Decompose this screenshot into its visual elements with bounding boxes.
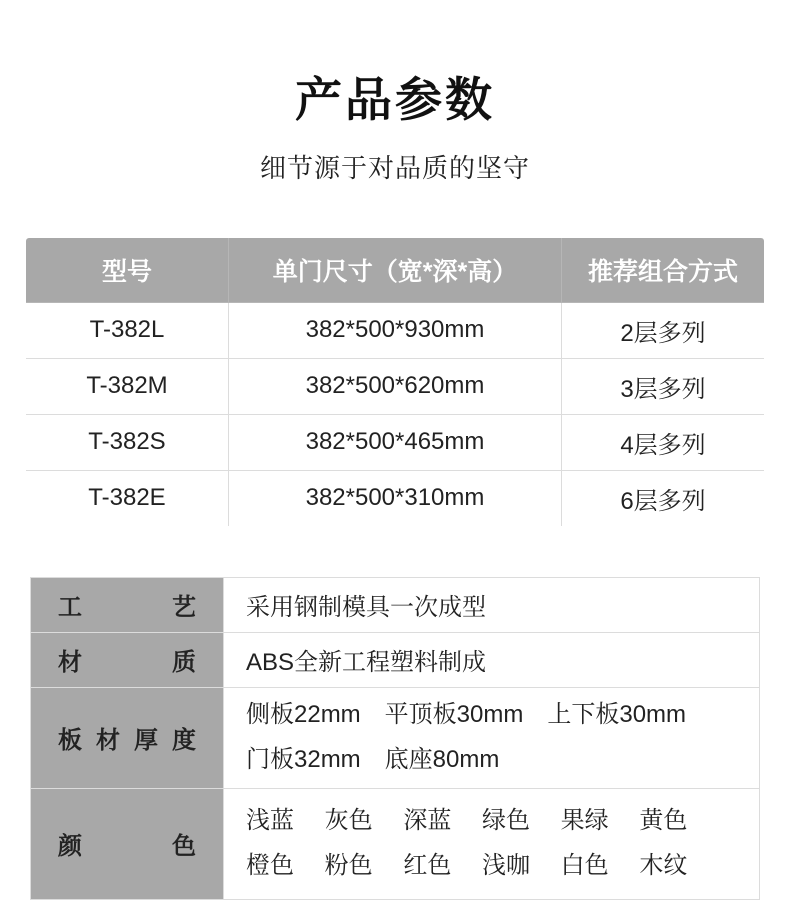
page-subtitle: 细节源于对品质的坚守	[259, 152, 530, 183]
table-row	[26, 302, 765, 358]
table-row	[26, 470, 765, 526]
detail-label-material	[31, 632, 224, 687]
spec-table-body	[26, 302, 765, 526]
detail-row-craft	[31, 577, 760, 632]
table-row	[26, 358, 765, 414]
thickness-line-1: 侧板22mm 平顶板30mm 上下板30mm	[246, 701, 687, 729]
detail-label-thickness	[31, 687, 224, 788]
detail-label-material-text: 材质	[58, 649, 196, 677]
detail-value-craft: 采用钢制模具一次成型	[224, 577, 760, 632]
cell-model: T-382L	[26, 302, 229, 358]
cell-combo: 2层多列	[562, 302, 765, 358]
cell-size: 382*500*310mm	[229, 470, 562, 526]
detail-row-material	[31, 632, 760, 687]
thickness-line-2: 门板32mm 底座80mm	[246, 745, 500, 773]
detail-row-color	[31, 788, 760, 899]
detail-label-craft-text: 工艺	[58, 594, 196, 622]
column-header-model: 型号	[26, 237, 229, 302]
detail-table	[30, 577, 760, 900]
cell-model: T-382S	[26, 414, 229, 470]
cell-size: 382*500*620mm	[229, 358, 562, 414]
detail-label-craft	[31, 577, 224, 632]
cell-model: T-382E	[26, 470, 229, 526]
table-row	[26, 414, 765, 470]
detail-value-material: ABS全新工程塑料制成	[224, 632, 760, 687]
color-line-1: 浅蓝 灰色 深蓝 绿色 果绿 黄色	[246, 807, 688, 835]
spec-table	[25, 237, 765, 527]
detail-label-thickness-text: 板材厚度	[58, 727, 196, 755]
color-line-2: 橙色 粉色 红色 浅咖 白色 木纹	[246, 851, 688, 879]
column-header-size: 单门尺寸（宽*深*高）	[229, 237, 562, 302]
cell-size: 382*500*930mm	[229, 302, 562, 358]
detail-label-color	[31, 788, 224, 899]
detail-value-color	[224, 788, 760, 899]
spec-table-head	[26, 237, 765, 302]
cell-combo: 6层多列	[562, 470, 765, 526]
cell-model: T-382M	[26, 358, 229, 414]
detail-row-thickness	[31, 687, 760, 788]
detail-table-body	[31, 577, 760, 899]
cell-combo: 4层多列	[562, 414, 765, 470]
column-header-combo: 推荐组合方式	[562, 237, 765, 302]
detail-label-color-text: 颜色	[58, 833, 196, 861]
cell-size: 382*500*465mm	[229, 414, 562, 470]
cell-combo: 3层多列	[562, 358, 765, 414]
detail-value-thickness	[224, 687, 760, 788]
table-header-row	[26, 237, 765, 302]
page-title: 产品参数	[295, 73, 495, 126]
